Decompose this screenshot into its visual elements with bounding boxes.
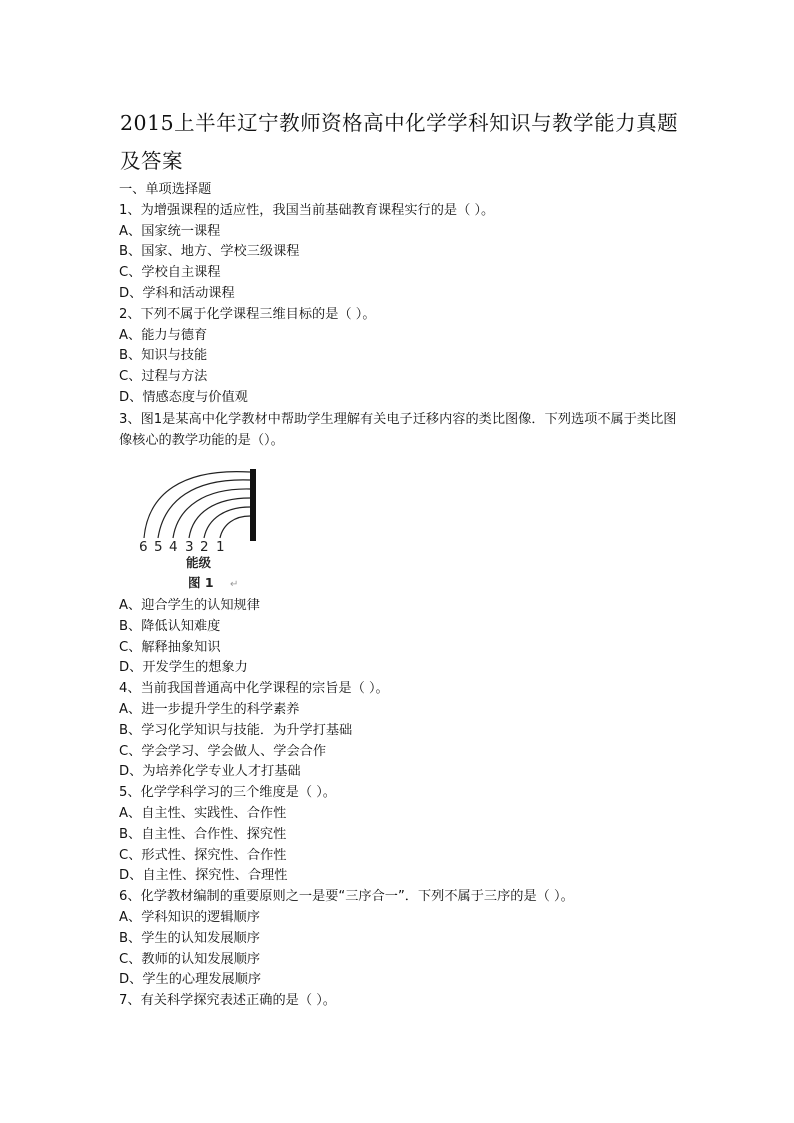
- paragraph-mark: ↵: [230, 579, 239, 590]
- question-4-stem: 4、当前我国普通高中化学课程的宗旨是（ ）。: [119, 681, 389, 697]
- level-number-2: 2: [200, 539, 209, 555]
- level-number-6: 6: [139, 539, 148, 555]
- question-4-option-a: A、进一步提升学生的科学素养: [119, 701, 300, 717]
- question-6-option-d: D、学生的心理发展顺序: [119, 972, 262, 988]
- level-number-4: 4: [169, 539, 178, 555]
- document-title: 2015上半年辽宁教师资格高中化学学科知识与教学能力真题及答案: [120, 111, 679, 173]
- question-6-option-b: B、学生的认知发展顺序: [119, 930, 260, 946]
- question-3-stem: 3、图1是某高中化学教材中帮助学生理解有关电子迁移内容的类比图像．下列选项不属于类比图像核心的教学功能的是（）。: [119, 412, 677, 448]
- question-4-option-c: C、学会学习、学会做人、学会合作: [119, 743, 327, 759]
- question-5-option-d: D、自主性、探究性、合理性: [119, 868, 288, 884]
- energy-arc-2: [204, 507, 250, 538]
- question-4-option-d: D、为培养化学专业人才打基础: [119, 764, 301, 780]
- energy-level-diagram: [136, 466, 276, 590]
- question-2-option-a: A、能力与德育: [119, 327, 208, 343]
- question-1-option-a: A、国家统一课程: [119, 223, 221, 239]
- questions-block-1: [119, 180, 689, 409]
- energy-source-bar: [250, 469, 256, 541]
- question-2-stem: 2、下列不属于化学课程三维目标的是（ ）。: [119, 306, 376, 322]
- energy-arc-1: [220, 516, 250, 538]
- question-5-option-b: B、自主性、合作性、探究性: [119, 826, 287, 842]
- question-5-option-a: A、自主性、实践性、合作性: [119, 805, 287, 821]
- question-3-option-d: D、开发学生的想象力: [119, 660, 248, 676]
- energy-level-figure: [136, 466, 276, 590]
- question-3-option-a: A、迎合学生的认知规律: [119, 598, 260, 613]
- question-3-option-c: C、解释抽象知识: [119, 639, 221, 655]
- level-number-3: 3: [185, 539, 194, 555]
- level-number-5: 5: [154, 539, 163, 555]
- figure-caption: 图 1: [188, 575, 214, 590]
- question-1-option-d: D、学科和活动课程: [119, 285, 235, 301]
- questions-block-2: [119, 596, 689, 1012]
- energy-arc-5: [158, 480, 250, 538]
- question-6-option-a: A、学科知识的逻辑顺序: [119, 909, 260, 925]
- question-2-option-d: D、情感态度与价值观: [119, 389, 248, 405]
- energy-arc-3: [189, 498, 250, 538]
- question-5-stem: 5、化学学科学习的三个维度是（ ）。: [119, 785, 336, 801]
- energy-arc-4: [173, 489, 250, 538]
- question-5-option-c: C、形式性、探究性、合作性: [119, 847, 287, 863]
- question-4-option-b: B、学习化学知识与技能．为升学打基础: [119, 722, 353, 738]
- section-heading: 一、单项选择题: [119, 182, 212, 197]
- level-number-1: 1: [216, 539, 225, 555]
- question-2-option-b: B、知识与技能: [119, 348, 208, 364]
- question-1-stem: 1、为增强课程的适应性，我国当前基础教育课程实行的是（ ）。: [119, 202, 495, 218]
- question-3-option-b: B、降低认知难度: [119, 618, 221, 634]
- question-6-stem: 6、化学教材编制的重要原则之一是要“三序合一”．下列不属于三序的是（ ）。: [119, 889, 574, 905]
- figure-axis-label: 能级: [186, 555, 212, 570]
- question-6-option-c: C、教师的认知发展顺序: [119, 951, 261, 967]
- question-2-option-c: C、过程与方法: [119, 369, 208, 385]
- question-1-option-c: C、学校自主课程: [119, 265, 221, 281]
- question-1-option-b: B、国家、地方、学校三级课程: [119, 244, 300, 260]
- question-7-stem: 7、有关科学探究表述正确的是（ ）。: [119, 993, 336, 1009]
